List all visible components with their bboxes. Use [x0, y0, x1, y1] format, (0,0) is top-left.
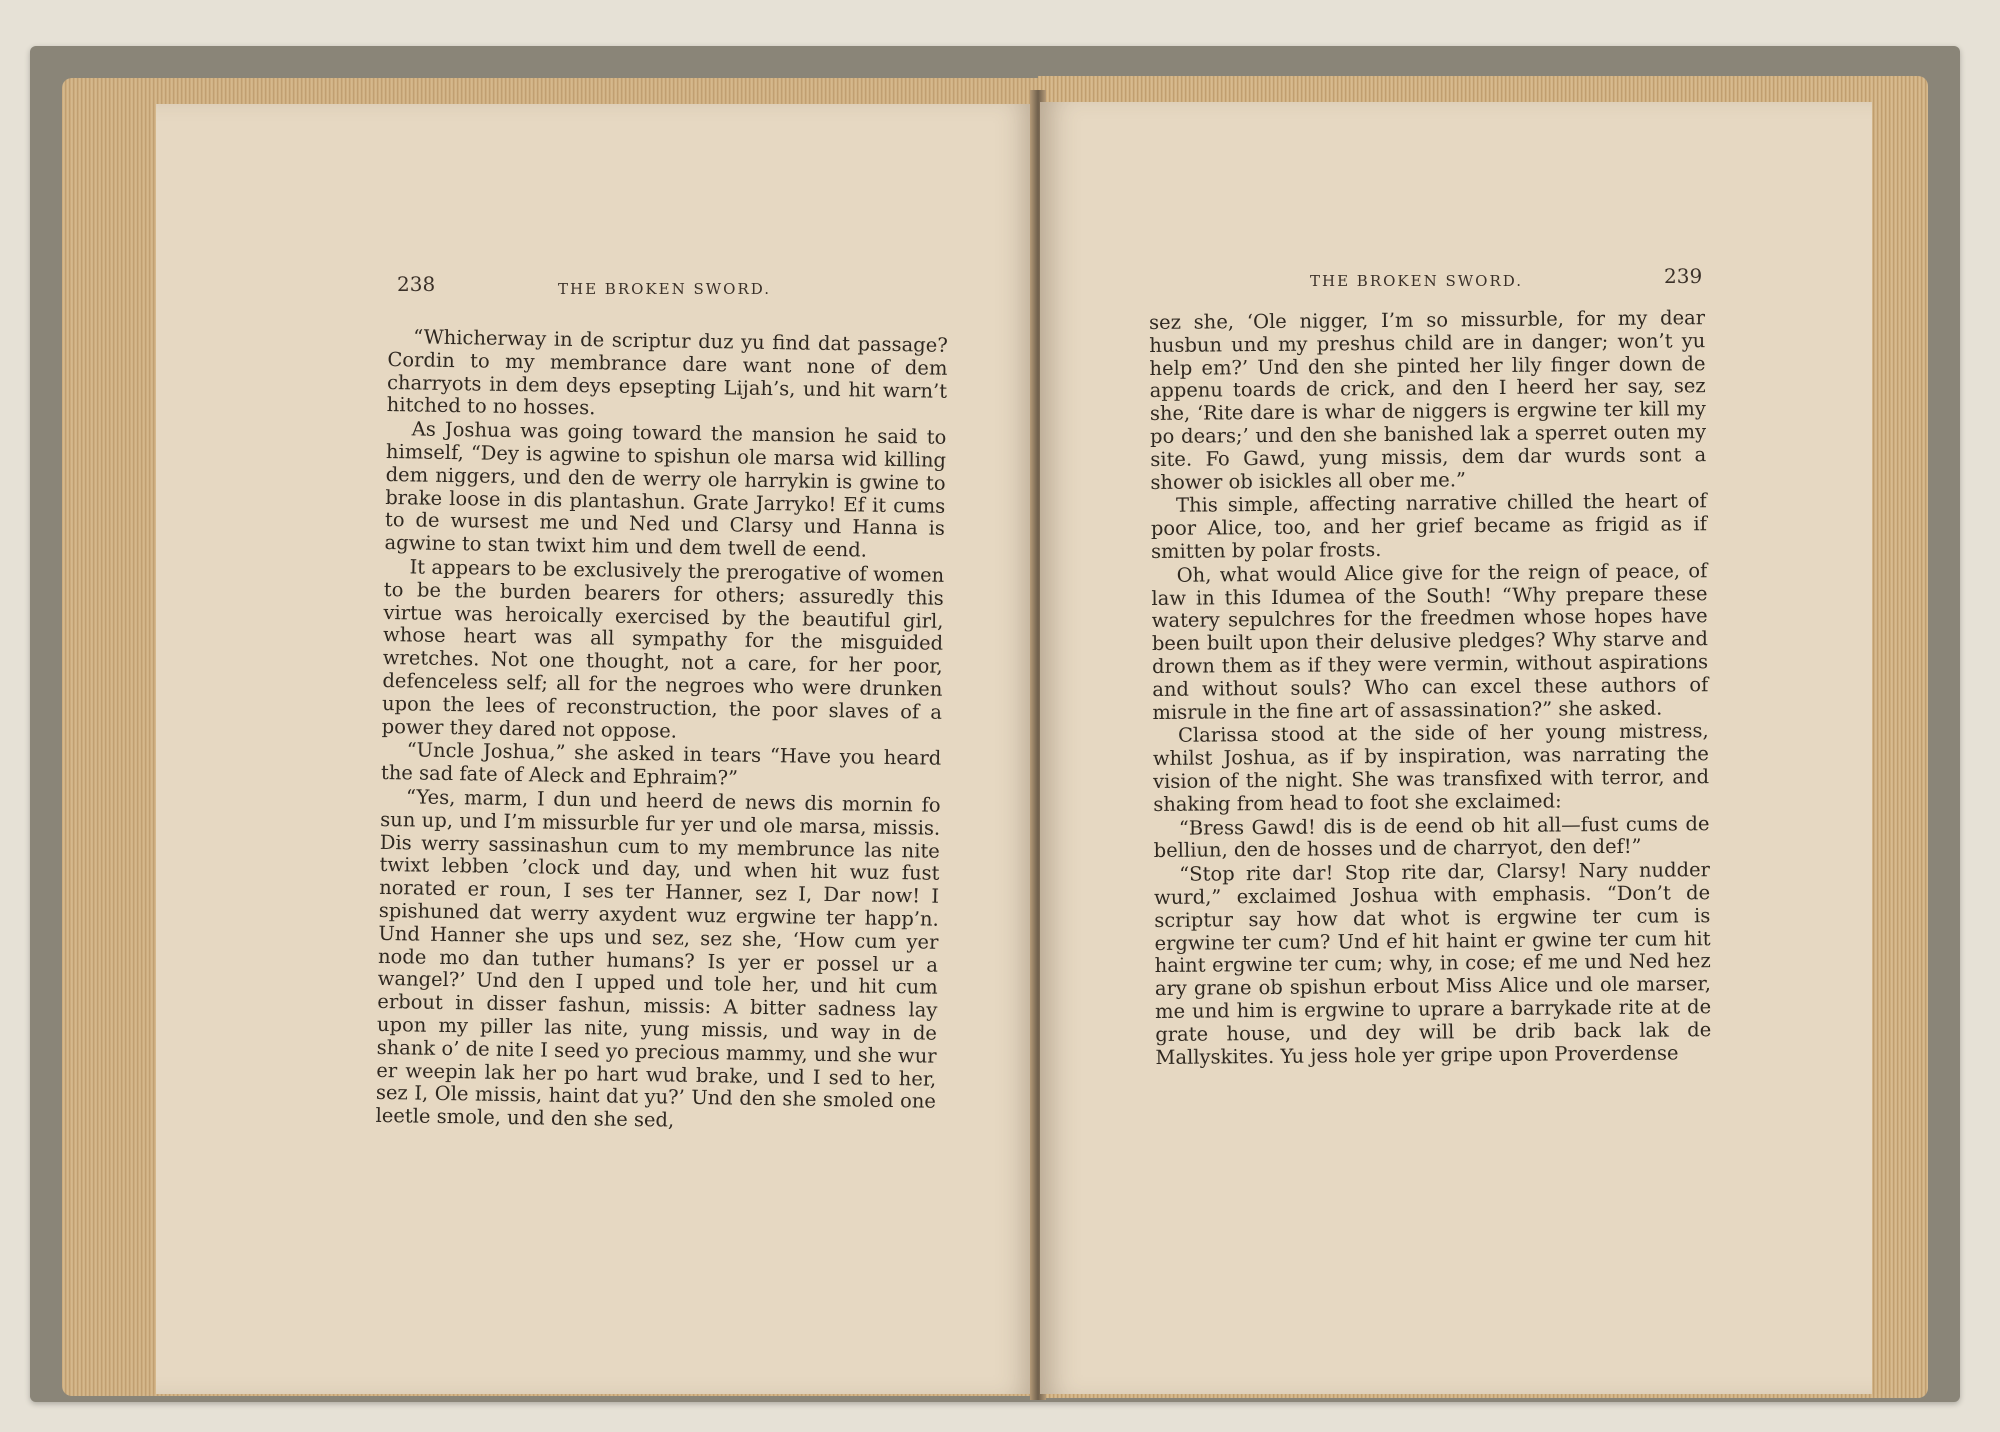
paragraph: “Yes, marm, I dun und heerd de news dis mornin fo sun up, und I’m missurble fur yer und ole marsa, missis. Dis werry sassinashun cum to my membrunce las nite twixt lebben ’clock und day, und when hit wuz fust norated er roun, I ses ter Hanner, sez I, Dar now! I spishuned dat werry axydent wuz ergwine ter happ’n. Und Hanner she ups und sez, sez she, ‘How cum yer node mo dan tuther humans? Is yer er possel ur a wangel?’ Und den I upped und tole her, und hit cum erbout in disser fashun, missis: A bitter sadness lay upon my piller las nite, yung missis, und way in de shank o’ de nite I seed yo precious mammy, und she wur er weepin lak her po hart wud brake, und I sed to her, sez I, Ole missis, haint dat yu?’ Und den she smoled one leetle smole, und den she sed,	[375, 785, 941, 1132]
paragraph: “Bress Gawd! dis is de eend ob hit all—fust cums de belliun, den de hosses und de charryot, den def!”	[1153, 811, 1710, 863]
paragraph: “Stop rite dar! Stop rite dar, Clarsy! Nary nudder wurd,” exclaimed Joshua with emphasis. “Don’t de scriptur say how dat whot is ergwine ter cum is ergwine ter cum? Und ef hit haint er gwine ter cum hit haint ergwine ter cum; why, in cose; ef me und Ned hez ary grane ob spishun erbout Miss Alice und ole marser, me und him is ergwine to uprare a barrykade rite at de grate house, und dey will be drib back lak de Mallyskites. Yu jess hole yer gripe upon Proverdense	[1154, 858, 1712, 1069]
paragraph: Clarissa stood at the side of her young mistress, whilst Joshua, as if by inspiration, was narrating the vision of the night. She was transfixed with terror, and shaking from head to foot she exclaimed:	[1152, 719, 1710, 816]
paragraph: sez she, ‘Ole nigger, I’m so missurble, for my dear husbun und my preshus child are in danger; won’t yu help em?’ Und den she pinted her lily finger down de appenu toards de crick, and den I heerd her say, sez she, ‘Rite dare is whar de niggers is ergwine ter kill my po dears;’ und den she banished lak a sperret outen my site. Fo Gawd, yung missis, dem dar wurds sont a shower ob isickles all ober me.”	[1148, 306, 1707, 494]
left-page	[156, 104, 1036, 1394]
paragraph: Oh, what would Alice give for the reign of peace, of law in this Idumea of the South! “Why prepare these watery sepulchres for the freedmen whose hopes have been built upon their delusive pledges? Why starve and drown them as if they were vermin, without aspirations and without souls? Who can excel these authors of misrule in the fine art of assassination?” she asked.	[1151, 558, 1709, 724]
page-number-right: 239	[1664, 264, 1703, 288]
running-head-right: THE BROKEN SWORD.	[1310, 272, 1524, 290]
running-head-left: THE BROKEN SWORD.	[558, 280, 772, 298]
paragraph: “Uncle Joshua,” she asked in tears “Have you heard the sad fate of Aleck and Ephraim?”	[380, 738, 942, 790]
left-page-text	[375, 326, 948, 1138]
page-number-left: 238	[397, 272, 436, 296]
right-page-text	[1149, 307, 1712, 1070]
paragraph: As Joshua was going toward the mansion he said to himself, “Dey is agwine to spishun ole marsa wid killing dem niggers, und den de werry ole harrykin is gwine to brake loose in dis plantashun. Grate Jarryko! Ef it cums to de wursest me und Ned und Clarsy und Hanna is agwine to stan twixt him und dem twell de eend.	[384, 417, 947, 562]
paragraph: “Whicherway in de scriptur duz yu find dat passage? Cordin to my membrance dare want none of dem charryots in dem deys epsepting Lijah’s, und hit warn’t hitched to no hosses.	[386, 325, 948, 420]
paragraph: It appears to be exclusively the prerogative of women to be the burden bearers for others; assuredly this virtue was heroically exercised by the beautiful girl, whose heart was all sympathy for the misguided wretches. Not one thought, not a care, for her poor, defenceless self; all for the negroes who were drunken upon the lees of reconstruction, the poor slaves of a power they dared not oppose.	[381, 555, 945, 743]
right-page	[1040, 102, 1872, 1394]
paragraph: This simple, affecting narrative chilled the heart of poor Alice, too, and her grief became as frigid as if smitten by polar frosts.	[1150, 489, 1707, 563]
